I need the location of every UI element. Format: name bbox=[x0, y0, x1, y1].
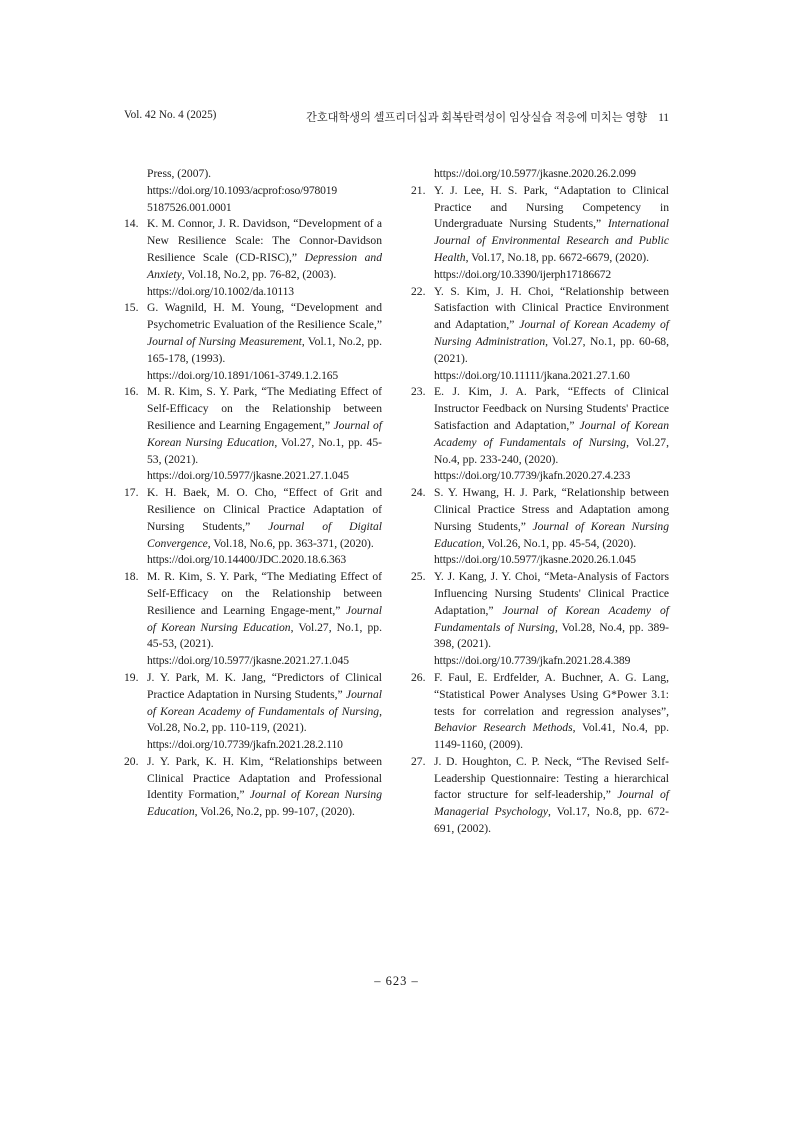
reference-text bbox=[147, 485, 382, 552]
reference-item bbox=[411, 384, 669, 485]
reference-segment: , Vol.27, No.4, pp. 233-240, (2020). bbox=[434, 435, 669, 466]
header-right bbox=[306, 109, 669, 125]
journal-name: Depression and Anxiety bbox=[147, 250, 382, 281]
reference-item bbox=[411, 569, 669, 670]
journal-name: Journal of Korean Nursing Education bbox=[434, 519, 669, 550]
reference-text bbox=[147, 569, 382, 653]
references-left-column bbox=[124, 166, 382, 821]
reference-number: 25. bbox=[411, 570, 426, 584]
journal-volume: Vol. 42 No. 4 (2025) bbox=[124, 109, 217, 121]
reference-text bbox=[147, 166, 382, 183]
journal-name: Journal of Korean Nursing Education bbox=[147, 418, 382, 449]
reference-segment: , Vol.27, No.1, pp. 45-53, (2021). bbox=[147, 620, 382, 651]
reference-number: 19. bbox=[124, 670, 139, 684]
reference-number: 26. bbox=[411, 670, 426, 684]
reference-segment: Y. J. Kang, J. Y. Choi, “Meta-Analysis of Factors Influencing Nursing Students' Clinical Practice Adaptation,” bbox=[434, 570, 669, 617]
reference-segment: J. Y. Park, M. K. Jang, “Predictors of Clinical Practice Adaptation in Nursing Students,” bbox=[147, 670, 382, 701]
reference-number: 23. bbox=[411, 385, 426, 399]
doi-link[interactable]: https://doi.org/10.5977/jkasne.2021.27.1.045 bbox=[147, 469, 349, 483]
doi-link[interactable]: https://doi.org/10.7739/jkafn.2021.28.2.110 bbox=[147, 738, 343, 752]
journal-name: Journal of Korean Nursing Education bbox=[147, 603, 382, 634]
reference-number: 21. bbox=[411, 183, 426, 197]
reference-segment: E. J. Kim, J. A. Park, “Effects of Clinical Instructor Feedback on Nursing Students' Practice Satisfaction and Adaptation,” bbox=[434, 385, 669, 432]
reference-item bbox=[411, 754, 669, 838]
reference-segment: , Vol.27, No.1, pp. 60-68, (2021). bbox=[434, 334, 669, 365]
journal-name: Journal of Korean Nursing Education bbox=[147, 788, 383, 819]
doi-link[interactable]: https://doi.org/10.7739/jkafn.2020.27.4.233 bbox=[434, 469, 631, 483]
reference-item bbox=[124, 569, 382, 670]
reference-segment: G. Wagnild, H. M. Young, “Development and Psychometric Evaluation of the Resilience Scale,” bbox=[147, 301, 382, 332]
reference-text bbox=[147, 300, 382, 367]
reference-text bbox=[434, 183, 669, 267]
reference-text bbox=[147, 670, 382, 737]
reference-segment: J. Y. Park, K. H. Kim, “Relationships between Clinical Practice Adaptation and Professional Identity Formation,” bbox=[147, 754, 382, 802]
reference-segment: K. M. Connor, J. R. Davidson, “Development of a New Resilience Scale: The Connor-Davidson Resilience Scale (CD-RISC),” bbox=[147, 217, 382, 264]
journal-name: Journal of Korean Academy of Fundamentals of Nursing bbox=[434, 418, 670, 449]
reference-number: 20. bbox=[124, 754, 139, 768]
reference-segment: F. Faul, E. Erdfelder, A. Buchner, A. G. Lang, “Statistical Power Analyses Using G*Power 3.1: tests for correlation and regression analyses”, bbox=[434, 670, 669, 718]
reference-segment: , Vol.18, No.2, pp. 76-82, (2003). bbox=[181, 267, 337, 281]
reference-segment: , Vol.28, No.4, pp. 389-398, (2021). bbox=[434, 620, 669, 651]
doi-link[interactable]: https://doi.org/10.3390/ijerph17186672 bbox=[434, 267, 612, 281]
reference-item bbox=[124, 300, 382, 384]
reference-segment: J. D. Houghton, C. P. Neck, “The Revised Self-Leadership Questionnaire: Testing a hierarchical factor structure for self-leadership,” bbox=[434, 754, 669, 802]
doi-link[interactable]: https://doi.org/10.14400/JDC.2020.18.6.363 bbox=[147, 553, 346, 567]
reference-segment: , Vol.18, No.6, pp. 363-371, (2020). bbox=[207, 536, 374, 550]
reference-text bbox=[434, 485, 669, 552]
reference-text bbox=[147, 384, 382, 468]
reference-item bbox=[411, 166, 669, 183]
reference-text bbox=[147, 216, 382, 283]
reference-item bbox=[411, 183, 669, 284]
doi-link[interactable]: https://doi.org/10.5977/jkasne.2020.26.1.045 bbox=[434, 553, 636, 567]
journal-name: Journal of Nursing Measurement bbox=[147, 334, 302, 348]
journal-name: Journal of Korean Academy of Fundamentals of Nursing bbox=[147, 687, 382, 718]
doi-link[interactable]: https://doi.org/10.1093/acprof:oso/978019 5187526.001.0001 bbox=[147, 183, 338, 214]
reference-number: 27. bbox=[411, 754, 426, 768]
reference-item bbox=[411, 284, 669, 385]
journal-name: Journal of Managerial Psychology bbox=[434, 788, 669, 819]
running-header bbox=[124, 109, 669, 127]
reference-number: 15. bbox=[124, 301, 139, 315]
reference-item bbox=[124, 670, 382, 754]
reference-segment: , Vol.17, No.18, pp. 6672-6679, (2020). bbox=[465, 250, 650, 264]
reference-text bbox=[434, 384, 669, 468]
doi-link[interactable]: https://doi.org/10.1891/1061-3749.1.2.165 bbox=[147, 368, 339, 382]
article-title: 간호대학생의 셀프리더십과 회복탄력성이 임상실습 적응에 미치는 영향 bbox=[306, 112, 648, 124]
reference-text bbox=[147, 754, 382, 821]
reference-text bbox=[434, 754, 669, 838]
reference-item bbox=[124, 216, 382, 300]
references-right-column bbox=[411, 166, 669, 838]
reference-text bbox=[434, 284, 669, 368]
reference-number: 14. bbox=[124, 217, 139, 231]
reference-text bbox=[434, 670, 669, 754]
reference-number: 18. bbox=[124, 570, 139, 584]
reference-segment: M. R. Kim, S. Y. Park, “The Mediating Effect of Self-Efficacy on the Relationship between Resilience and Learning Engage-ment,” bbox=[147, 570, 382, 617]
reference-text bbox=[434, 569, 669, 653]
reference-segment: , Vol.28, No.2, pp. 110-119, (2021). bbox=[147, 704, 382, 735]
doi-link[interactable]: https://doi.org/10.7739/jkafn.2021.28.4.389 bbox=[434, 654, 631, 668]
reference-number: 22. bbox=[411, 284, 426, 298]
reference-item bbox=[411, 485, 669, 569]
doi-link[interactable]: https://doi.org/10.11111/jkana.2021.27.1.60 bbox=[434, 368, 630, 382]
journal-name: International Journal of Environmental Research and Public Health bbox=[434, 217, 669, 264]
reference-number: 16. bbox=[124, 385, 139, 399]
journal-name: Journal of Digital Convergence bbox=[147, 519, 382, 550]
journal-name: Journal of Korean Academy of Fundamentals of Nursing bbox=[434, 603, 669, 634]
doi-link[interactable]: https://doi.org/10.5977/jkasne.2020.26.2.099 bbox=[434, 167, 636, 180]
reference-number: 24. bbox=[411, 486, 426, 500]
doi-link[interactable]: https://doi.org/10.1002/da.10113 bbox=[147, 284, 294, 298]
page-footer: – 623 – bbox=[374, 974, 419, 988]
reference-item bbox=[124, 485, 382, 569]
journal-name: Behavior Research Methods bbox=[434, 721, 573, 735]
header-page-number: 11 bbox=[658, 112, 669, 124]
journal-name: Journal of Korean Academy of Nursing Administration bbox=[434, 318, 669, 348]
doi-link[interactable]: https://doi.org/10.5977/jkasne.2021.27.1.045 bbox=[147, 654, 349, 668]
reference-segment: M. R. Kim, S. Y. Park, “The Mediating Effect of Self-Efficacy on the Relationship between Resilience and Learning Engagement,” bbox=[147, 385, 382, 432]
reference-item bbox=[411, 670, 669, 754]
reference-segment: , Vol.17, No.8, pp. 672-691, (2002). bbox=[434, 805, 669, 836]
reference-segment: K. H. Baek, M. O. Cho, “Effect of Grit and Resilience on Clinical Practice Adaptation of Nursing Students,” bbox=[147, 486, 382, 533]
reference-segment: , Vol.1, No.2, pp. 165-178, (1993). bbox=[147, 334, 382, 365]
reference-segment: , Vol.26, No.2, pp. 99-107, (2020). bbox=[194, 805, 355, 819]
reference-segment: Press, (2007). bbox=[147, 167, 212, 180]
reference-segment: , Vol.26, No.1, pp. 45-54, (2020). bbox=[481, 536, 637, 550]
reference-item bbox=[124, 754, 382, 821]
reference-segment: S. Y. Hwang, H. J. Park, “Relationship between Clinical Practice Stress and Adaptation among Nursing Students,” bbox=[434, 486, 669, 533]
reference-segment: , Vol.27, No.1, pp. 45-53, (2021). bbox=[147, 435, 383, 466]
reference-segment: Y. S. Kim, J. H. Choi, “Relationship between Satisfaction with Clinical Practice Environment and Adaptation,” bbox=[434, 284, 669, 332]
reference-number: 17. bbox=[124, 486, 139, 500]
reference-item bbox=[124, 166, 382, 216]
reference-segment: Y. J. Lee, H. S. Park, “Adaptation to Clinical Practice and Nursing Competency in Undergraduate Nursing Students,” bbox=[434, 183, 669, 231]
reference-segment: , Vol.41, No.4, pp. 1149-1160, (2009). bbox=[434, 721, 669, 752]
reference-item bbox=[124, 384, 382, 485]
